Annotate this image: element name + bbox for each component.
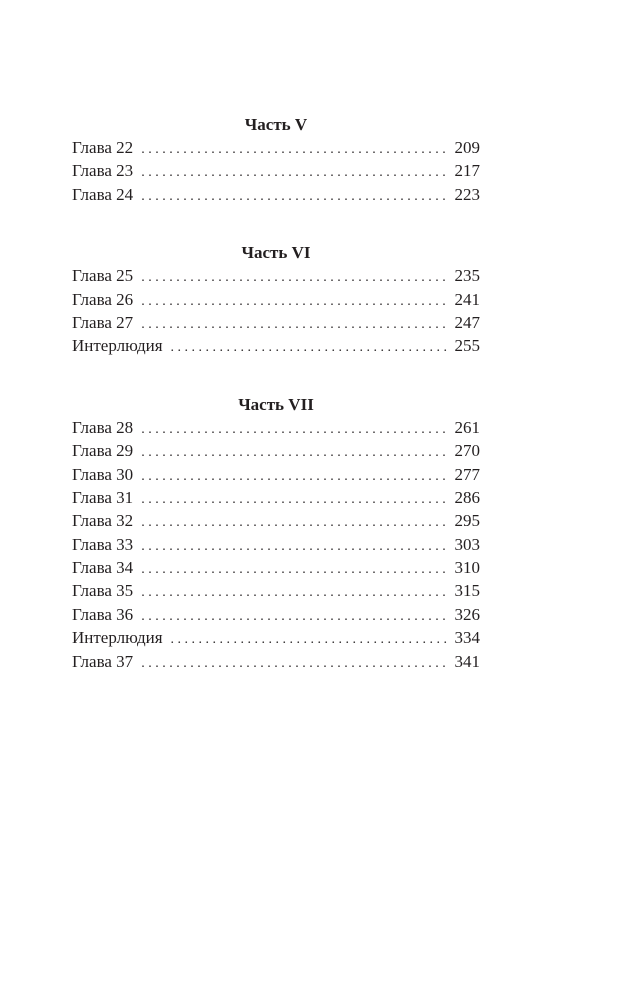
- dot-leader: [141, 185, 448, 208]
- dot-leader: [141, 465, 448, 488]
- chapter-title: Глава 29: [72, 441, 134, 461]
- chapter-title: Интерлюдия: [72, 628, 163, 648]
- page-number: 209: [454, 138, 480, 157]
- chapter-title: Глава 26: [72, 289, 134, 309]
- page-number: 255: [454, 336, 480, 356]
- toc-entry[interactable]: [72, 603, 480, 626]
- chapter-title: Глава 32: [72, 511, 134, 531]
- toc-entry[interactable]: [72, 136, 480, 159]
- toc-entry[interactable]: [72, 311, 480, 334]
- page-number: 341: [454, 651, 480, 671]
- page-number: 235: [454, 266, 480, 286]
- toc-entry[interactable]: [72, 533, 480, 556]
- chapter-title: Глава 35: [72, 581, 134, 601]
- chapter-title: Глава 30: [72, 464, 134, 484]
- part-title: Часть VII: [238, 394, 314, 414]
- dot-leader: [141, 652, 448, 675]
- dot-leader: [141, 605, 448, 628]
- chapter-title: Глава 28: [72, 417, 134, 437]
- toc-entry[interactable]: [72, 159, 480, 182]
- toc-entry[interactable]: [72, 334, 480, 357]
- dot-leader: [141, 558, 448, 581]
- dot-leader: [141, 488, 448, 511]
- page-number: 247: [454, 312, 480, 332]
- page-number: 295: [454, 511, 480, 531]
- table-of-contents: [72, 113, 480, 708]
- dot-leader: [141, 511, 448, 534]
- dot-leader: [141, 581, 448, 604]
- chapter-title: Глава 36: [72, 604, 134, 624]
- toc-entry[interactable]: [72, 463, 480, 486]
- chapter-title: Глава 37: [72, 651, 134, 671]
- chapter-title: Глава 31: [72, 487, 134, 507]
- toc-entry[interactable]: [72, 650, 480, 673]
- part-title: Часть VI: [241, 243, 311, 263]
- dot-leader: [141, 138, 448, 161]
- dot-leader: [141, 418, 448, 441]
- toc-part-5: [72, 113, 480, 206]
- toc-entry-list: [72, 136, 480, 206]
- chapter-title: Глава 27: [72, 312, 134, 332]
- dot-leader: [141, 535, 448, 558]
- chapter-title: Глава 22: [72, 138, 134, 157]
- chapter-title: Глава 24: [72, 184, 134, 204]
- toc-part-7: [72, 393, 480, 673]
- page-number: 270: [454, 441, 480, 461]
- dot-leader: [141, 441, 448, 464]
- toc-entry-list: [72, 416, 480, 673]
- chapter-title: Глава 33: [72, 534, 134, 554]
- toc-entry[interactable]: [72, 439, 480, 462]
- toc-entry[interactable]: [72, 509, 480, 532]
- dot-leader: [141, 313, 448, 336]
- dot-leader: [141, 290, 448, 313]
- page-number: 315: [454, 581, 480, 601]
- toc-entry-list: [72, 264, 480, 358]
- page-number: 334: [454, 628, 480, 648]
- dot-leader: [171, 336, 449, 359]
- page-number: 217: [454, 161, 480, 181]
- toc-entry[interactable]: [72, 288, 480, 311]
- dot-leader: [141, 161, 448, 184]
- part-title: Часть V: [244, 115, 308, 134]
- page-number: 310: [454, 558, 480, 578]
- page-number: 261: [454, 417, 480, 437]
- toc-entry[interactable]: [72, 416, 480, 439]
- toc-entry[interactable]: [72, 486, 480, 509]
- page-number: 223: [454, 184, 480, 204]
- page-number: 277: [454, 464, 480, 484]
- chapter-title: Глава 23: [72, 161, 134, 181]
- toc-part-6: [72, 241, 480, 358]
- toc-entry[interactable]: [72, 556, 480, 579]
- chapter-title: Глава 34: [72, 558, 134, 578]
- toc-entry[interactable]: [72, 264, 480, 287]
- chapter-title: Глава 25: [72, 266, 134, 286]
- page-number: 303: [454, 534, 480, 554]
- toc-entry[interactable]: [72, 626, 480, 649]
- toc-entry[interactable]: [72, 183, 480, 206]
- dot-leader: [171, 628, 449, 651]
- page-number: 326: [454, 604, 480, 624]
- page-number: 241: [454, 289, 480, 309]
- chapter-title: Интерлюдия: [72, 336, 163, 356]
- toc-entry[interactable]: [72, 579, 480, 602]
- dot-leader: [141, 266, 448, 289]
- page-number: 286: [454, 487, 480, 507]
